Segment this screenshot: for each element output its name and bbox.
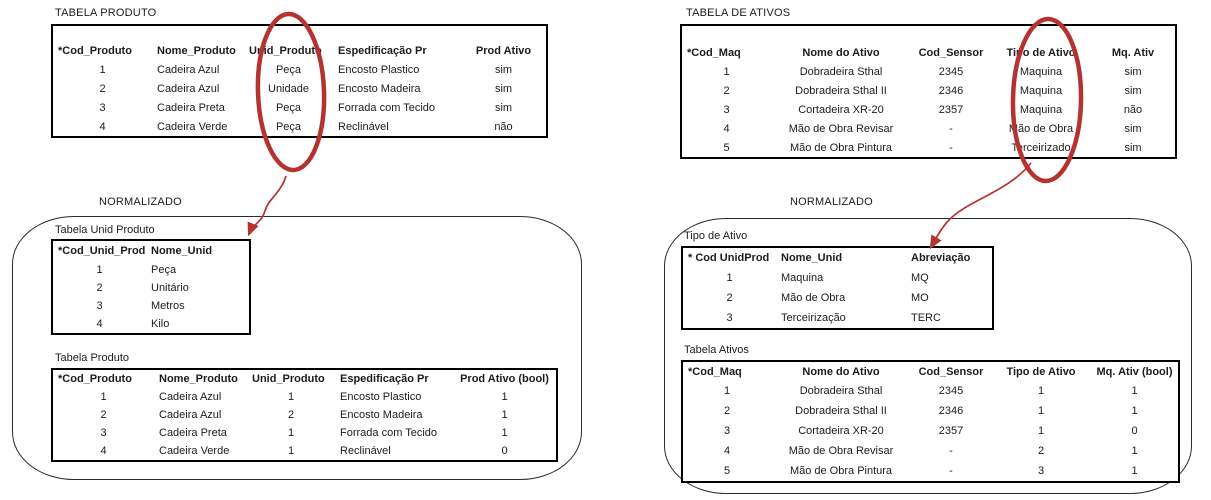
table-row [52, 315, 250, 334]
table-row [682, 441, 1179, 461]
column-header: Abreviação [911, 252, 971, 264]
table-cell: Kilo [151, 318, 170, 330]
table-cell: 1 [501, 427, 508, 439]
tipo-de-ativo-table [681, 246, 994, 330]
table-row [682, 268, 993, 288]
table-cell: MQ [911, 272, 929, 284]
table-cell: sim [1124, 141, 1142, 154]
table-cell: Dobradeira Sthal II [795, 405, 887, 417]
tabela-ativos-normalized-title: Tabela Ativos [684, 344, 749, 356]
table-cell: 2345 [938, 385, 964, 397]
column-header: *Cod_Maq [688, 365, 742, 378]
table-row [682, 461, 1179, 482]
column-header: Cod_Sensor [918, 365, 984, 378]
tabela-produto-source-table [51, 24, 548, 138]
table-row [52, 60, 547, 79]
table-row [681, 81, 1176, 100]
left-normalized-label: NORMALIZADO [99, 196, 182, 208]
table-cell: 1 [723, 65, 730, 78]
table-row [682, 401, 1179, 421]
table-cell: - [949, 445, 953, 457]
table-cell: Maquina [1019, 103, 1063, 116]
table-cell: Peça [275, 63, 302, 76]
table-cell: Terceirização [781, 312, 846, 324]
table-cell: 1 [1037, 425, 1045, 437]
table-cell: 3 [723, 425, 731, 437]
table-cell: sim [494, 63, 513, 76]
table-row [52, 117, 547, 137]
table-cell: sim [494, 101, 513, 114]
table-cell: Cadeira Verde [157, 120, 228, 133]
table-cell: Peça [275, 101, 302, 114]
table-cell: sim [1124, 84, 1142, 97]
table-cell: Dobradeira Sthal [799, 65, 883, 78]
table-cell: 3 [726, 312, 733, 324]
table-cell: Forrada com Tecido [338, 101, 436, 114]
table-cell: sim [1124, 122, 1142, 135]
table-cell: 2 [287, 409, 295, 421]
column-header: Nome do Ativo [802, 365, 880, 378]
table-row [52, 279, 250, 297]
tabela-unid-produto-title: Tabela Unid Produto [55, 224, 155, 236]
table-cell: 1 [96, 264, 103, 276]
table-cell: sim [1124, 65, 1142, 78]
table-row [52, 98, 547, 117]
table-cell: 1 [1131, 385, 1138, 397]
table-row [52, 388, 557, 406]
tabela-ativos-normalized-table [681, 360, 1180, 483]
table-cell: TERC [911, 312, 941, 324]
table-row [681, 138, 1176, 158]
table-cell: 1 [287, 445, 295, 457]
table-cell: 1 [1131, 445, 1138, 457]
tabela-produto-normalized-title: Tabela Produto [55, 352, 129, 364]
table-cell: - [949, 141, 953, 154]
table-cell: MO [911, 292, 929, 304]
table-row [681, 100, 1176, 119]
table-cell: 4 [100, 445, 107, 457]
table-cell: 0 [501, 445, 508, 457]
table-cell: 2 [99, 82, 106, 95]
column-header: Unid_Produto [249, 45, 322, 57]
table-row [52, 261, 250, 279]
column-header: Tipo de Ativo [1006, 47, 1076, 59]
table-cell: 3 [723, 103, 730, 116]
table-cell: Encosto Madeira [338, 82, 421, 95]
table-cell: Reclinável [338, 120, 389, 133]
table-cell: Cortadeira XR-20 [798, 103, 884, 116]
column-header: Prod Ativo (bool) [460, 373, 549, 385]
table-cell: não [1123, 103, 1143, 116]
table-cell: Forrada com Tecido [340, 427, 438, 439]
tabela-unid-produto-table [51, 239, 251, 335]
column-header: Nome_Produto [159, 373, 238, 385]
right-panel-title: TABELA DE ATIVOS [686, 7, 791, 19]
table-row [682, 288, 993, 308]
table-cell: Reclinável [340, 445, 391, 457]
column-header: * Cod UnidProd [688, 252, 770, 264]
table-cell: 1 [1037, 385, 1045, 397]
table-cell: 0 [1131, 425, 1138, 437]
table-cell: 2357 [938, 425, 964, 437]
table-cell: Encosto Plastico [338, 63, 420, 76]
table-cell: 1 [726, 272, 733, 284]
table-cell: não [494, 120, 513, 133]
table-cell: 3 [99, 101, 106, 114]
column-header: Nome_Produto [157, 45, 236, 57]
table-cell: Maquina [1019, 65, 1063, 78]
column-header: *Cod_Maq [687, 47, 741, 59]
table-cell: 1 [1131, 465, 1138, 477]
table-cell: Cadeira Azul [157, 82, 220, 95]
table-row [681, 119, 1176, 138]
table-cell: 1 [723, 385, 731, 397]
table-cell: 4 [723, 122, 730, 135]
table-cell: Mão de Obra Pintura [789, 465, 893, 477]
table-cell: Mão de Obra [1008, 122, 1074, 135]
table-cell: 2346 [938, 405, 964, 417]
table-cell: sim [494, 82, 513, 95]
table-cell: 1 [501, 409, 508, 421]
table-cell: 1 [501, 391, 508, 403]
table-cell: Encosto Madeira [340, 409, 423, 421]
table-cell: 1 [100, 391, 107, 403]
table-cell: Cadeira Verde [159, 445, 230, 457]
table-cell: 2345 [938, 65, 964, 78]
table-cell: Dobradeira Sthal [799, 385, 883, 397]
column-header: Tipo de Ativo [1006, 365, 1076, 378]
table-cell: 2 [100, 409, 107, 421]
column-header: Nome_Unid [781, 252, 843, 264]
table-cell: Mão de Obra Revisar [788, 122, 894, 135]
column-header: Mq. Ativ (bool) [1096, 365, 1173, 378]
table-cell: Dobradeira Sthal II [795, 84, 887, 97]
table-cell: 4 [99, 120, 106, 133]
table-cell: Cadeira Preta [159, 427, 227, 439]
table-cell: 4 [723, 445, 731, 457]
table-cell: Maquina [1019, 84, 1063, 97]
table-cell: - [949, 465, 953, 477]
right-normalized-label: NORMALIZADO [790, 196, 873, 208]
table-cell: Terceirizado [1011, 141, 1071, 154]
table-cell: 3 [1037, 465, 1045, 477]
table-cell: 3 [100, 427, 107, 439]
table-cell: Cadeira Azul [157, 63, 220, 76]
table-row [681, 62, 1176, 81]
left-panel-title: TABELA PRODUTO [55, 7, 157, 19]
column-header: Nome do Ativo [802, 47, 880, 59]
table-cell: Mão de Obra Pintura [789, 141, 893, 154]
column-header: Espedificação Pr [340, 373, 429, 385]
column-header: Unid_Produto [252, 373, 325, 385]
table-cell: 5 [723, 141, 730, 154]
table-cell: 1 [1037, 405, 1045, 417]
table-cell: 2346 [938, 84, 964, 97]
table-cell: 2 [96, 282, 103, 294]
table-cell: 2 [723, 84, 730, 97]
table-row [52, 406, 557, 424]
table-cell: Mão de Obra [781, 292, 846, 304]
tipo-de-ativo-title: Tipo de Ativo [684, 230, 748, 242]
table-cell: Maquina [781, 272, 824, 284]
column-header: *Cod_Produto [58, 373, 132, 385]
table-row [682, 421, 1179, 441]
tabela-produto-normalized-table [51, 368, 558, 462]
table-cell: 5 [723, 465, 731, 477]
table-row [52, 297, 250, 315]
table-cell: Cadeira Preta [157, 101, 225, 114]
table-row [52, 442, 557, 461]
column-header: Cod_Sensor [918, 47, 984, 59]
table-cell: - [949, 122, 953, 135]
column-header: *Cod_Unid_Prod [58, 245, 146, 257]
table-row [52, 79, 547, 98]
table-cell: Metros [151, 300, 185, 312]
table-cell: 2357 [938, 103, 964, 116]
table-row [682, 308, 993, 329]
table-cell: 1 [287, 427, 295, 439]
column-header: Prod Ativo [475, 45, 532, 57]
table-cell: 1 [1131, 405, 1138, 417]
table-cell: Cadeira Azul [159, 409, 222, 421]
table-cell: 1 [287, 391, 295, 403]
table-cell: 1 [99, 63, 106, 76]
table-row [52, 424, 557, 442]
table-cell: 3 [96, 300, 103, 312]
column-header: *Cod_Produto [58, 45, 132, 57]
column-header: Mq. Ativ [1111, 47, 1155, 59]
column-header: Nome_Unid [151, 245, 213, 257]
table-cell: 2 [726, 292, 733, 304]
table-row [682, 381, 1179, 401]
column-header: Espedificação Pr [338, 45, 427, 57]
table-cell: Cadeira Azul [159, 391, 222, 403]
table-cell: Unidade [268, 82, 309, 95]
table-cell: Encosto Plastico [340, 391, 422, 403]
table-cell: Peça [151, 264, 177, 276]
table-cell: Cortadeira XR-20 [798, 425, 884, 437]
table-cell: Unitário [151, 282, 189, 294]
table-cell: 4 [96, 318, 103, 330]
table-cell: Mão de Obra Revisar [788, 445, 894, 457]
table-cell: 2 [723, 405, 731, 417]
table-cell: 2 [1037, 445, 1045, 457]
table-cell: Peça [275, 120, 302, 133]
tabela-ativos-source-table [680, 24, 1177, 159]
